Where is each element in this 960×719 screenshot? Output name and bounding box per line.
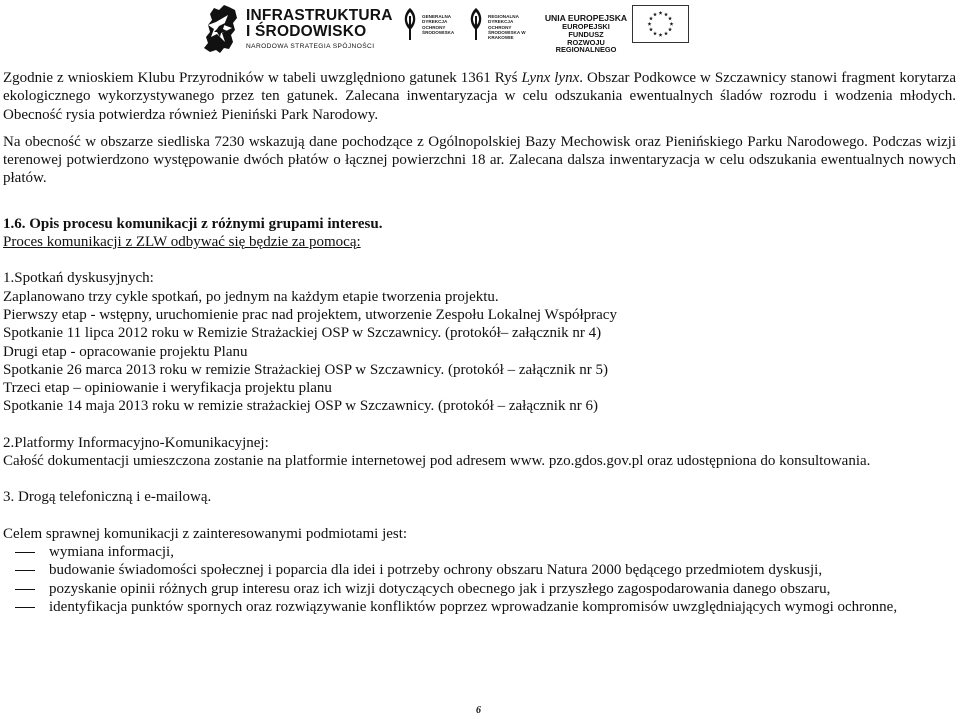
goal-item: pozyskanie opinii różnych grup interesu oraz ich wizji dotyczących obecnego jak i przyszłego zagospodarowania danego obszaru, [3,580,956,598]
rdos-logo-text: REGIONALNA DYREKCJA OCHRONY ŚRODOWISKA W KRAKOWIE [488,14,526,41]
page-number: 6 [476,705,481,716]
eu-star [668,16,672,20]
infrastruktura-wordmark [246,8,393,51]
paragraph-lynx-part1: Zgodnie z wnioskiem Klubu Przyrodników w tabeli uwzględniono gatunek 1361 Ryś [3,70,522,86]
eu-line2: EUROPEJSKI FUNDUSZ [562,22,610,39]
eu-flag-icon [632,5,689,43]
eu-star [664,12,668,16]
gdos-logo [402,6,462,42]
document-body [3,69,956,616]
item2-title: 2.Platformy Informacyjno-Komunikacyjnej: [3,434,269,451]
section-heading: 1.6. Opis procesu komunikacji z różnymi grupami interesu. [3,215,383,232]
goal-list [3,543,956,616]
eu-star [649,16,653,20]
eu-star [670,22,674,26]
eu-logo-text [544,14,628,54]
eu-line1: UNIA EUROPEJSKA [544,13,628,23]
goal-intro: Celem sprawnej komunikacji z zainteresowanymi podmiotami jest: [3,525,408,542]
gdos-logo-text: GENERALNA DYREKCJA OCHRONY ŚRODOWISKA [422,14,455,35]
paragraph-habitat: Na obecność w obszarze siedliska 7230 wskazują dane pochodzące z Ogólnopolskiej Bazy Mechowisk oraz Pienińskiego Parku Narodowego. Podczas wizji terenowej potwierdzono występowanie dwóch płatów o łącznej powierzchni 18 ar. Zalecana dalsza inwentaryzacja w celu odszukania ewentualnych nowych płatów. [3,133,956,187]
species-name: Lynx lynx [521,70,580,86]
item1-line: Spotkanie 11 lipca 2012 roku w Remizie Strażackiej OSP w Szczawnicy. (protokół– załącznik nr 4) [3,325,602,342]
infrastruktura-logo [202,3,393,55]
item3-title: 3. Drogą telefoniczną i e-mailową. [3,489,212,506]
eu-star [659,33,663,37]
item2-text: Całość dokumentacji umieszczona zostanie na platformie internetowej pod adresem www. pzo.gdos.gov.pl oraz udostępniona do konsultowania. [3,453,871,470]
goal-item: budowanie świadomości społecznej i poparcia dla idei i potrzeby ochrony obszaru Natura 2000 będącego przedmiotem dyskusji, [3,561,956,579]
paragraph-lynx [3,69,956,124]
item1-title: 1.Spotkań dyskusyjnych: [3,270,154,287]
infra-line3: NARODOWA STRATEGIA SPÓJNOŚCI [246,42,375,50]
section-subheading: Proces komunikacji z ZLW odbywać się będzie za pomocą: [3,234,361,251]
infra-line2: I ŚRODOWISKO [246,23,367,41]
item1-line: Zaplanowano trzy cykle spotkań, po jednym na każdym etapie tworzenia projektu. [3,288,499,305]
item1-line: Spotkanie 14 maja 2013 roku w remizie strażackiej OSP w Szczawnicy. (protokół – załącznik nr 6) [3,398,598,415]
leaf-emblem-icon [402,6,418,42]
eu-star [664,31,668,35]
poland-map-icon [202,4,240,54]
eu-star [653,12,657,16]
rdos-logo [468,6,528,42]
item1-line: Trzeci etap – opiniowanie i weryfikacja projektu planu [3,380,332,397]
goal-item: identyfikacja punktów spornych oraz rozwiązywanie konfliktów poprzez wprowadzanie kompromisów uwzględniających wymogi ochronne, [3,598,956,616]
eu-star [668,27,672,31]
eu-star [653,31,657,35]
eu-star [649,27,653,31]
leaf-emblem-icon [468,6,484,42]
eu-star [659,11,663,15]
infra-line1: INFRASTRUKTURA [246,6,393,24]
paragraph-lynx-part2: . Obszar Podkowce w Szczawnicy stanowi fragment korytarza ekologicznego wykorzystywanego przez ten gatunek. Zalecana inwentaryzacja w celu odszukania ewentualnych śladów rozrodu i wodzenia młodych. Obecność rysia potwierdza również Pieniński Park Narodowy. [3,70,956,123]
item1-line: Drugi etap - opracowanie projektu Planu [3,343,248,360]
item1-line: Spotkanie 26 marca 2013 roku w remizie Strażackiej OSP w Szczawnicy. (protokół – załącznik nr 5) [3,361,608,378]
goal-item: wymiana informacji, [3,543,956,561]
eu-line3: ROZWOJU REGIONALNEGO [555,37,617,55]
item1-line: Pierwszy etap - wstępny, uruchomienie prac nad projektem, utworzenie Zespołu Lokalnej Współpracy [3,306,617,323]
eu-star [648,22,652,26]
page-header [0,0,960,60]
